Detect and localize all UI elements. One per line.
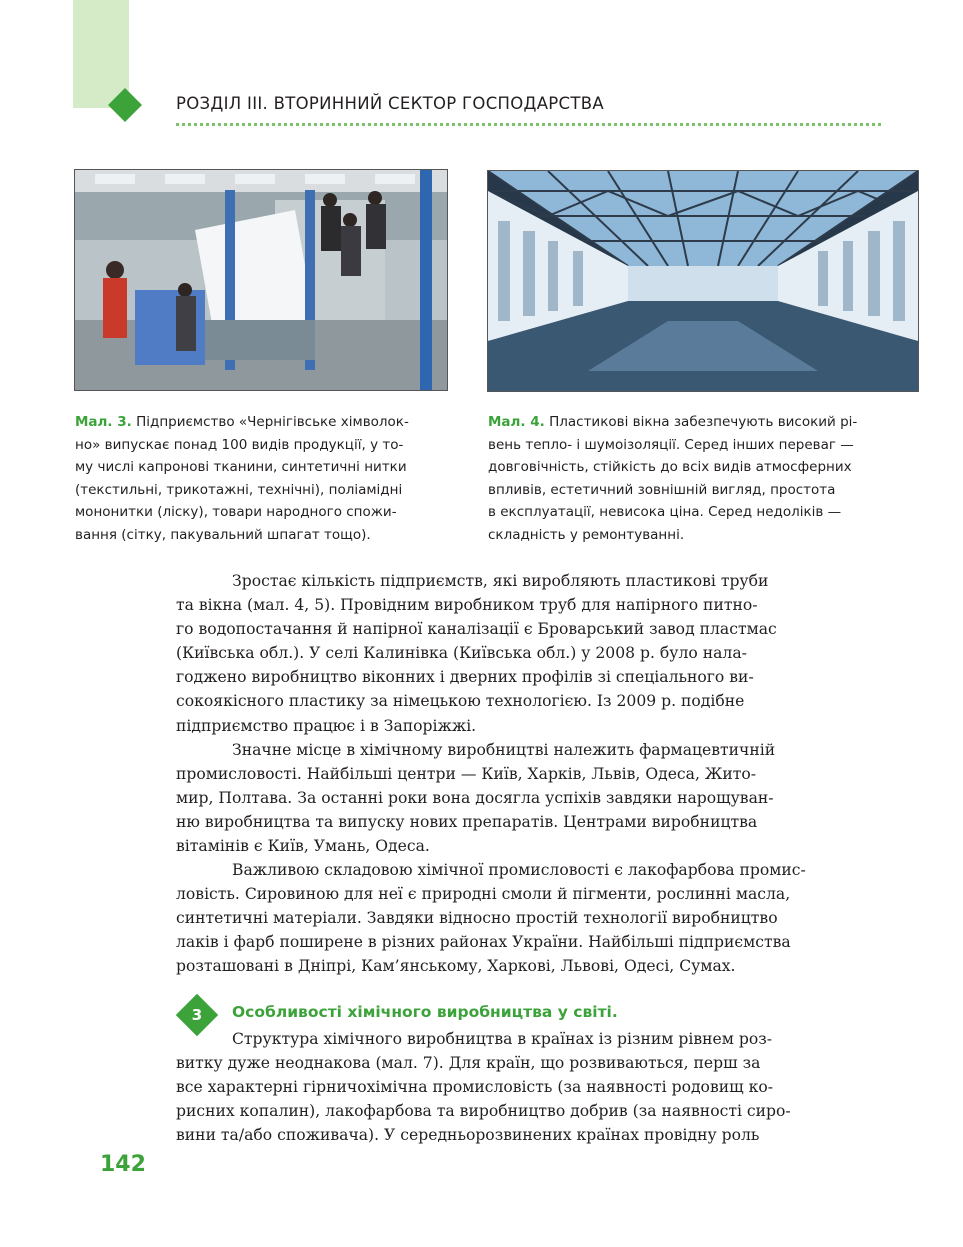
paragraph-world-structure: Структура хімічного виробництва в країнах із різним рівнем роз- витку дуже неоднакова (мал. 7). Для країн, що розвиваються, перш за все характерні гірничохімічна промисловість (за наявності родовищ ко- рисних копалин), лакофарбова та виробництво добрив (за наявності сиро- вини та/або споживача). У середньорозвинених країнах провідну роль	[176, 1030, 791, 1145]
figure-4-label: Мал. 4.	[488, 414, 545, 430]
paragraph-pharmaceutical: Значне місце в хімічному виробництві належить фармацевтичній промисловості. Найбільші центри — Київ, Харків, Львів, Одеса, Жито- мир, Полтава. За останні роки вона досягла успіхів завдяки нарощуван- ню виробництва та випуску нових препаратів. Центрами виробництва вітамінів є Київ, Умань, Одеса.	[176, 741, 776, 856]
figure-3-photo	[74, 169, 448, 391]
figure-4-photo	[487, 170, 919, 392]
page-number: 142	[100, 1152, 146, 1177]
figure-4-caption: Мал. 4. Пластикові вікна забезпечують високий рі- вень тепло- і шумоізоляції. Серед інших переваг — довговічність, стійкість до всіх видів атмосферних впливів, естетичний зовнішній вигляд, простота в експлуатації, невисока ціна. Серед недоліків — складність у ремонтуванні.	[488, 414, 858, 543]
header-dotted-rule	[176, 123, 881, 126]
figure-3-caption: Мал. 3. Підприємство «Чернігівське хімволок- но» випускає понад 100 видів продукції, у то- му числі капронові тканини, синтетичні нитки (текстильні, трикотажні, технічні), поліамідні мононитки (ліску), товари народного спожи- вання (сітку, пакувальний шпагат тощо).	[75, 414, 409, 543]
section-title: РОЗДІЛ III. ВТОРИННИЙ СЕКТОР ГОСПОДАРСТВА	[176, 94, 604, 113]
section-heading: Особливості хімічного виробництва у світі.	[232, 1003, 618, 1021]
section-number: 3	[191, 1006, 203, 1024]
paragraph-plastics: Зростає кількість підприємств, які виробляють пластикові труби та вікна (мал. 4, 5). Провідним виробником труб для напірного питно- го водопостачання й напірної каналізації є Броварський завод пластмас (Київська обл.). У селі Калинівка (Київська обл.) у 2008 р. було нала- годжено виробництво віконних і дверних профілів зі спеціального ви- сокоякісного пластику за німецькою технологією. Із 2009 р. подібне підприємство працює і в Запоріжжі.	[176, 572, 777, 735]
paragraph-paint-industry: Важливою складовою хімічної промисловості є лакофарбова промис- ловість. Сировиною для неї є природні смоли й пігменти, рослинні масла, синтетичні матеріали. Завдяки відносно простій технології виробництво лаків і фарб поширене в різних районах України. Найбільші підприємства розташовані в Дніпрі, Кам’янському, Харкові, Львові, Одесі, Сумах.	[176, 861, 806, 976]
figure-3-label: Мал. 3.	[75, 414, 132, 430]
